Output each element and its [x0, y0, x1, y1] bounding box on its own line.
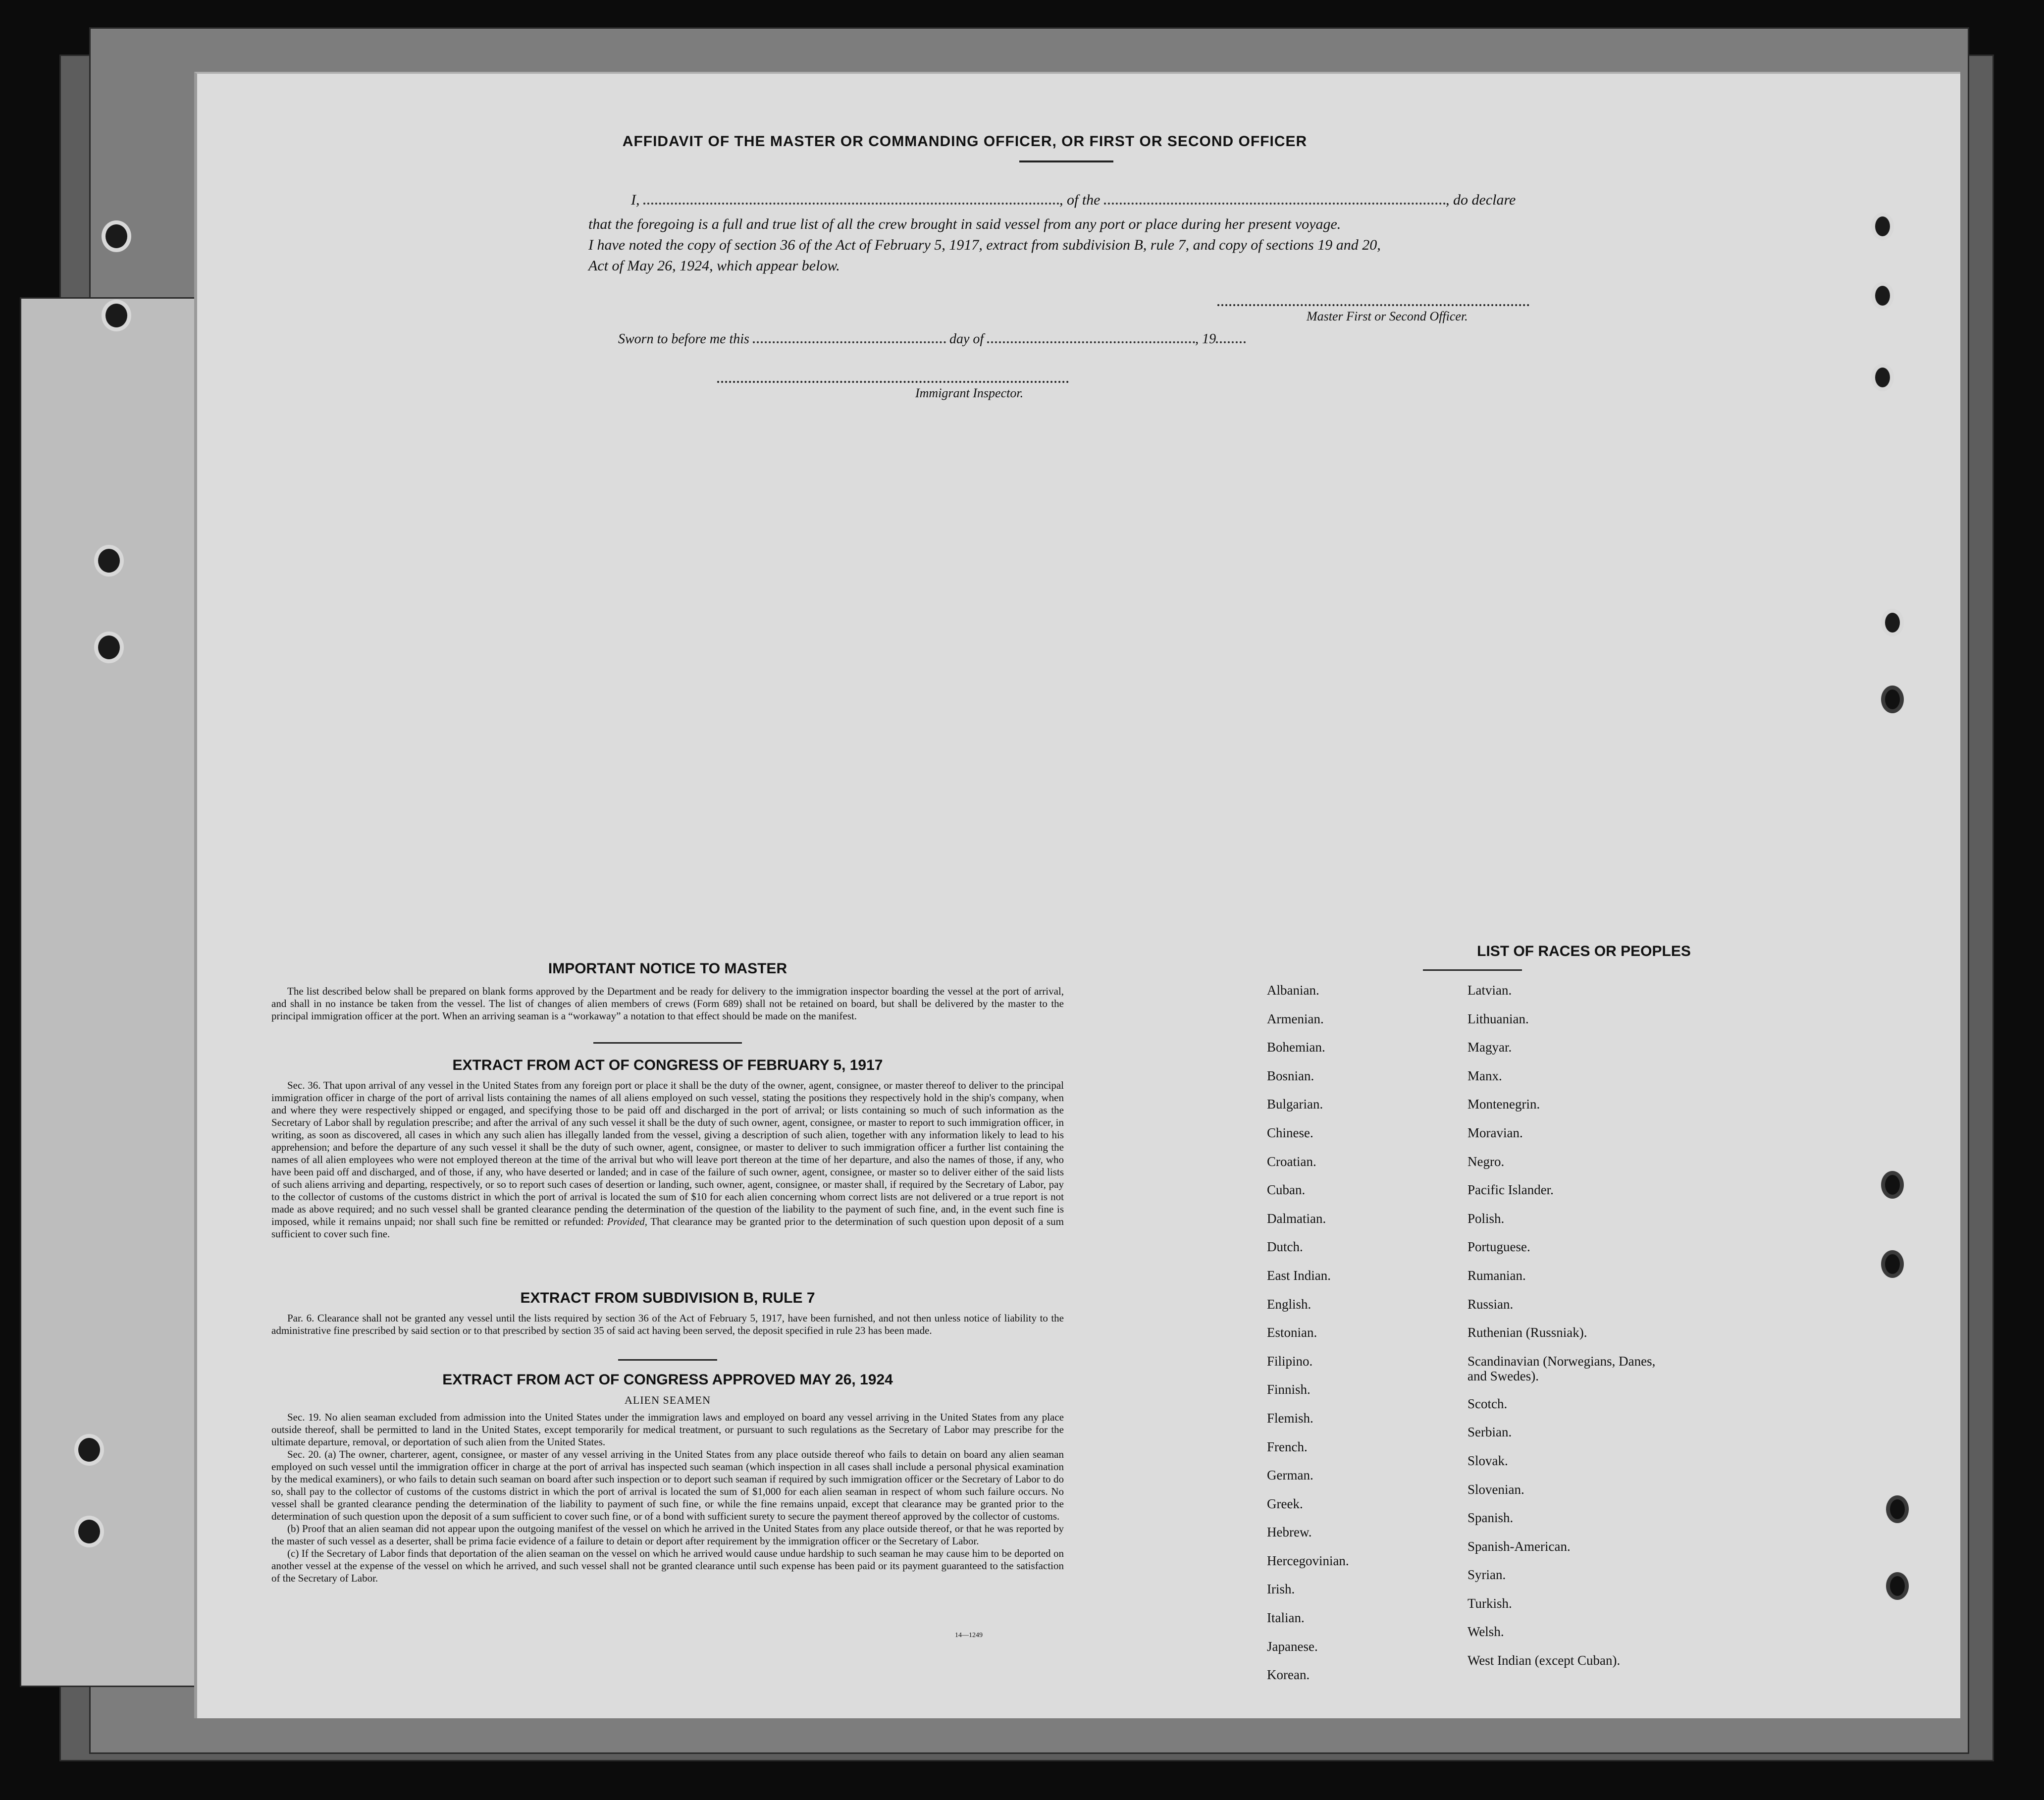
punch-hole: [1886, 1495, 1909, 1523]
divider: [1019, 160, 1113, 162]
race-item: Scotch.: [1467, 1396, 1508, 1411]
sec36-label: Sec. 36.: [287, 1079, 321, 1091]
year-label: , 19: [1195, 331, 1216, 347]
name-blank: [643, 203, 1059, 205]
provided-label: Provided,: [607, 1216, 648, 1227]
race-item: Bulgarian.: [1267, 1097, 1323, 1112]
race-item: Spanish.: [1467, 1510, 1514, 1526]
rule7-text: Par. 6. Clearance shall not be granted any vessel until the lists required by section 36 of the Act of February 5, 1917, have been furnished, and not then unless notice of liability to the administrative fine prescribed by said section or to that prescribed by section 35 of said act having been served, the deposit specified in rule 23 has been made.: [271, 1312, 1064, 1336]
race-item: Dutch.: [1267, 1239, 1303, 1255]
race-item: Polish.: [1467, 1211, 1505, 1226]
year-blank: [1216, 341, 1246, 343]
extract-1917-title: EXTRACT FROM ACT OF CONGRESS OF FEBRUARY 5, 1917: [452, 1057, 883, 1073]
race-item: Chinese.: [1267, 1125, 1313, 1140]
sec20b-text: (b) Proof that an alien seaman did not appear upon the outgoing manifest of the vessel on which he arrived in the United States from any place outside thereof, or that he was reported by the master of such vessel as a deserter, shall be prima facie evidence of a failure to detain or deport after requirement by the immigration officer or the Secretary of Labor.: [271, 1523, 1064, 1547]
binder-hole: [94, 545, 124, 577]
binder-hole: [94, 632, 124, 663]
binder-hole: [102, 220, 131, 252]
race-item: Flemish.: [1267, 1410, 1313, 1426]
race-item: East Indian.: [1267, 1268, 1331, 1283]
sworn-label: Sworn to before me this: [618, 331, 749, 347]
race-item: Korean.: [1267, 1667, 1310, 1683]
punch-hole: [1871, 282, 1894, 310]
race-item: Bohemian.: [1267, 1040, 1325, 1055]
extract-1924-body: [271, 1411, 1064, 1585]
sec19-text: Sec. 19. No alien seaman excluded from admission into the United States under the immigration laws and employed on board any vessel arriving in the United States from any place outside thereof, shall be permitted to land in the United States, except temporarily for medical treatment, or pursuant to such regulations as the Secretary of Labor may prescribe for the ultimate departure, removal, or deportation of such alien from the United States.: [271, 1411, 1064, 1448]
race-item: Hebrew.: [1267, 1525, 1312, 1540]
race-item: Japanese.: [1267, 1639, 1318, 1654]
sec36-text-end: That clearance may be granted prior to the determination of such question upon deposit of a sum sufficient to cover such fine.: [271, 1216, 1064, 1240]
race-item: Syrian.: [1467, 1567, 1506, 1583]
race-item: German.: [1267, 1468, 1313, 1483]
inspector-signature-line: [717, 381, 1069, 383]
race-item: Latvian.: [1467, 983, 1512, 998]
form-number: 14—1249: [955, 1632, 983, 1639]
day-of-label: day of: [949, 331, 984, 347]
document-page: [194, 72, 1960, 1718]
race-item: Spanish-American.: [1467, 1538, 1571, 1554]
punch-hole: [1881, 609, 1904, 636]
race-item: Finnish.: [1267, 1382, 1310, 1397]
alien-seamen-subtitle: ALIEN SEAMEN: [625, 1394, 711, 1406]
race-item: Armenian.: [1267, 1011, 1324, 1026]
important-notice-title: IMPORTANT NOTICE TO MASTER: [548, 960, 787, 977]
race-item: Ruthenian (Russniak).: [1467, 1325, 1587, 1340]
race-item: Rumanian.: [1467, 1268, 1526, 1283]
race-item: Italian.: [1267, 1610, 1305, 1626]
race-item: French.: [1267, 1439, 1308, 1454]
affidavit-text: [588, 214, 1728, 276]
races-right-column: [1467, 983, 1676, 1682]
race-item: Magyar.: [1467, 1040, 1512, 1055]
race-item: Pacific Islander.: [1467, 1182, 1554, 1198]
race-item: Irish.: [1267, 1582, 1295, 1597]
race-item: Negro.: [1467, 1154, 1505, 1169]
race-item: Slovenian.: [1467, 1482, 1524, 1497]
race-item: Greek.: [1267, 1496, 1303, 1511]
punch-hole: [1881, 686, 1904, 713]
race-item: Filipino.: [1267, 1353, 1313, 1369]
affidavit-i: I,: [631, 192, 640, 208]
race-item: West Indian (except Cuban).: [1467, 1653, 1621, 1668]
do-declare-label: , do declare: [1446, 192, 1516, 208]
race-item: Welsh.: [1467, 1624, 1504, 1640]
affidavit-line4: Act of May 26, 1924, which appear below.: [588, 258, 840, 274]
race-item: Portuguese.: [1467, 1239, 1530, 1255]
important-notice-text: The list described below shall be prepared on blank forms approved by the Department and be ready for delivery to the immigration inspector boarding the vessel at the port of arrival, and shall in no instance be taken from the vessel. The list of changes of alien members of crews (Form 689) shall not be retained on board, but shall be delivered by the master to the principal immigration officer at the port. When an arriving seaman is a “workaway” a notation to that effect should be made on the manifest.: [271, 985, 1064, 1022]
race-item: Cuban.: [1267, 1182, 1306, 1198]
vessel-blank: [1104, 203, 1446, 205]
sworn-line: [618, 331, 1460, 347]
sec20c-text: (c) If the Secretary of Labor finds that deportation of the alien seaman on the vessel on which he arrived would cause undue hardship to such seaman he may cause him to be deported on another vessel at the expense of the vessel on which he arrived, and such vessel shall not be granted clearance until such expense has been paid or its payment guaranteed to the satisfaction of the Secretary of Labor.: [271, 1547, 1064, 1584]
extract-1917-body: [271, 1079, 1064, 1240]
affidavit-title: AFFIDAVIT OF THE MASTER OR COMMANDING OFFICER, OR FIRST OR SECOND OFFICER: [622, 133, 1308, 150]
binder-hole: [102, 300, 131, 331]
punch-hole: [1871, 212, 1894, 240]
race-item: Slovak.: [1467, 1453, 1508, 1468]
master-signature-label: Master First or Second Officer.: [1307, 309, 1468, 323]
affidavit-line1: [631, 192, 1770, 209]
master-signature-line: [1217, 304, 1529, 306]
sworn-month-blank: [987, 341, 1195, 343]
sworn-day-blank: [753, 341, 946, 343]
extract-rule7-title: EXTRACT FROM SUBDIVISION B, RULE 7: [520, 1290, 815, 1306]
race-item: Moravian.: [1467, 1125, 1523, 1140]
binder-hole: [74, 1516, 104, 1547]
races-title: LIST OF RACES OR PEOPLES: [1477, 943, 1691, 959]
extract-1924-title: EXTRACT FROM ACT OF CONGRESS APPROVED MAY 26, 1924: [442, 1372, 893, 1388]
of-the-label: , of the: [1059, 192, 1101, 208]
divider: [1423, 969, 1522, 971]
race-item: Russian.: [1467, 1296, 1514, 1312]
extract-rule7-body: [271, 1312, 1064, 1337]
race-item: Bosnian.: [1267, 1068, 1314, 1083]
race-item: Scandinavian (Norwegians, Danes, and Swedes).: [1467, 1353, 1656, 1383]
race-item: Serbian.: [1467, 1425, 1512, 1440]
race-item: Dalmatian.: [1267, 1211, 1326, 1226]
divider: [593, 1042, 742, 1044]
punch-hole: [1881, 1171, 1904, 1199]
race-item: Montenegrin.: [1467, 1097, 1540, 1112]
race-item: Lithuanian.: [1467, 1011, 1529, 1026]
punch-hole: [1871, 364, 1894, 391]
race-item: Albanian.: [1267, 983, 1319, 998]
race-item: Manx.: [1467, 1068, 1502, 1083]
inspector-label: Immigrant Inspector.: [915, 386, 1024, 400]
binder-hole: [74, 1434, 104, 1466]
race-item: Croatian.: [1267, 1154, 1316, 1169]
important-notice-body: [271, 985, 1064, 1022]
races-left-column: [1267, 983, 1455, 1696]
race-item: English.: [1267, 1296, 1311, 1312]
sec20a-text: Sec. 20. (a) The owner, charterer, agent, consignee, or master of any vessel arriving in the United States from any place outside thereof who fails to detain on board any alien seaman employed on such vessel until the immigration officer in charge at the port of arrival has inspected such seaman (which inspection in all cases shall include a personal physical examination by the medical examiners), or who fails to detain such seaman on board after such inspection or to deport such seaman if required by such immigration officer or the Secretary of Labor to do so, shall pay to the collector of customs of the customs district in which the port of arrival is located the sum of $1,000 for each alien seaman in respect of whom such failure occurs. No vessel shall be granted clearance pending the determination of the liability to payment of such fine, or while the fine remains unpaid, except that clearance may be granted prior to the determination of such question upon the deposit of a sum sufficient to cover such fine, or of a bond with sufficient surety to secure the payment thereof approved by the collector of customs.: [271, 1448, 1064, 1522]
race-item: Estonian.: [1267, 1325, 1317, 1340]
affidavit-line3: I have noted the copy of section 36 of the Act of February 5, 1917, extract from subdivision B, rule 7, and copy of sections 19 and 20,: [588, 237, 1381, 253]
race-item: Hercegovinian.: [1267, 1553, 1349, 1568]
punch-hole: [1886, 1572, 1909, 1600]
affidavit-line2: that the foregoing is a full and true list of all the crew brought in said vessel from any port or place during her present voyage.: [588, 216, 1341, 232]
sec36-text: That upon arrival of any vessel in the United States from any foreign port or place it shall be the duty of the owner, agent, consignee, or master thereof to deliver to the principal immigration officer in charge of the port of arrival lists containing the names of all aliens employed on such vessel, stating the positions they respectively hold in the ship's company, when and where they were respectively shipped or engaged, and specifying those to be paid off and discharged in the port of arrival; or lists containing so much of such information as the Secretary of Labor shall by regulation prescribe; and after the arrival of any such vessel it shall be the duty of such owner, agent, consignee, or master to report to such immigration officer, in writing, as soon as discovered, all cases in which any such alien has illegally landed from the vessel, giving a description of such alien, together with any information likely to lead to his apprehension; and before the departure of any such vessel it shall be the duty of such owner, agent, consignee, or master to deliver to such immigration officer a further list containing the names of all alien employees who were not employed thereon at the time of the arrival but who will leave port thereon at the time of her departure, and also the names of those, if any, who have been paid off and discharged, and of those, if any, who have deserted or landed; and in case of the failure of such owner, agent, consignee, or master so to deliver either of the said lists of such aliens arriving and departing, respectively, or so to report such cases of desertion or landing, such owner, agent, consignee, or master shall, if required by the Secretary of Labor, pay to the collector of customs of the customs district in which the port of arrival is located the sum of $10 for each alien concerning whom correct lists are not delivered or a true report is not made as above required; and no such vessel shall be granted clearance pending the determination of the question of the liability to the payment of such fine, and, in the event such fine is imposed, while it remains unpaid; nor shall such fine be remitted or refunded:: [271, 1079, 1064, 1227]
divider: [618, 1359, 717, 1361]
punch-hole: [1881, 1250, 1904, 1278]
race-item: Turkish.: [1467, 1595, 1512, 1611]
